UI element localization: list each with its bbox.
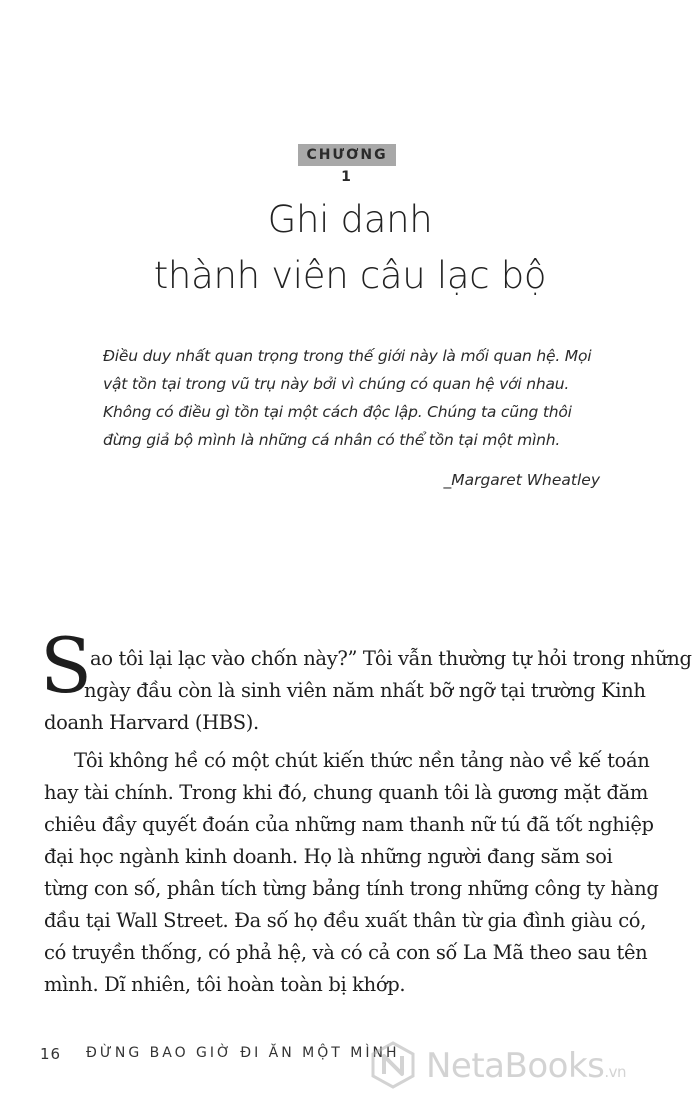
chapter-title-line-1: Ghi danh <box>267 198 433 241</box>
body-line: đầu tại Wall Street. Đa số họ đều xuất thân từ gia đình giàu có, <box>44 909 647 932</box>
epigraph-line: đừng giả bộ mình là những cá nhân có thể tồn tại một mình. <box>103 431 561 449</box>
body-line: doanh Harvard (HBS). <box>44 711 259 734</box>
body-line: ao tôi lại lạc vào chốn này?” Tôi vẫn thường tự hỏi trong những <box>90 647 692 670</box>
running-book-title: ĐỪNG BAO GIỜ ĐI ĂN MỘT MÌNH <box>86 1045 400 1061</box>
body-line: Tôi không hề có một chút kiến thức nền tảng nào về kế toán <box>74 749 650 772</box>
watermark <box>368 1040 693 1090</box>
body-line: có truyền thống, có phả hệ, và có cả con số La Mã theo sau tên <box>44 941 648 964</box>
watermark-text: NetaBooks.vn <box>426 1046 627 1086</box>
body-line: ngày đầu còn là sinh viên năm nhất bỡ ngỡ tại trường Kinh <box>84 679 646 702</box>
epigraph-line: Không có điều gì tồn tại một cách độc lập. Chúng ta cũng thôi <box>103 403 572 421</box>
body-line: chiêu đầy quyết đoán của những nam thanh nữ tú đã tốt nghiệp <box>44 813 654 836</box>
body-line: đại học ngành kinh doanh. Họ là những người đang săm soi <box>44 845 613 868</box>
chapter-label: CHƯƠNG 1 <box>298 144 396 166</box>
body-line: từng con số, phân tích từng bảng tính trong những công ty hàng <box>44 877 659 900</box>
body-line: hay tài chính. Trong khi đó, chung quanh tôi là gương mặt đăm <box>44 781 649 804</box>
body-line: mình. Dĩ nhiên, tôi hoàn toàn bị khớp. <box>44 973 406 996</box>
epigraph-line: Điều duy nhất quan trọng trong thế giới này là mối quan hệ. Mọi <box>103 347 592 365</box>
drop-cap: S <box>40 621 93 710</box>
chapter-title-line-2: thành viên câu lạc bộ <box>153 254 547 297</box>
epigraph-author: _Margaret Wheatley <box>443 471 600 489</box>
epigraph-line: vật tồn tại trong vũ trụ này bởi vì chúng có quan hệ với nhau. <box>103 375 570 393</box>
netabooks-logo-icon <box>368 1040 418 1090</box>
page-number: 16 <box>40 1045 62 1063</box>
